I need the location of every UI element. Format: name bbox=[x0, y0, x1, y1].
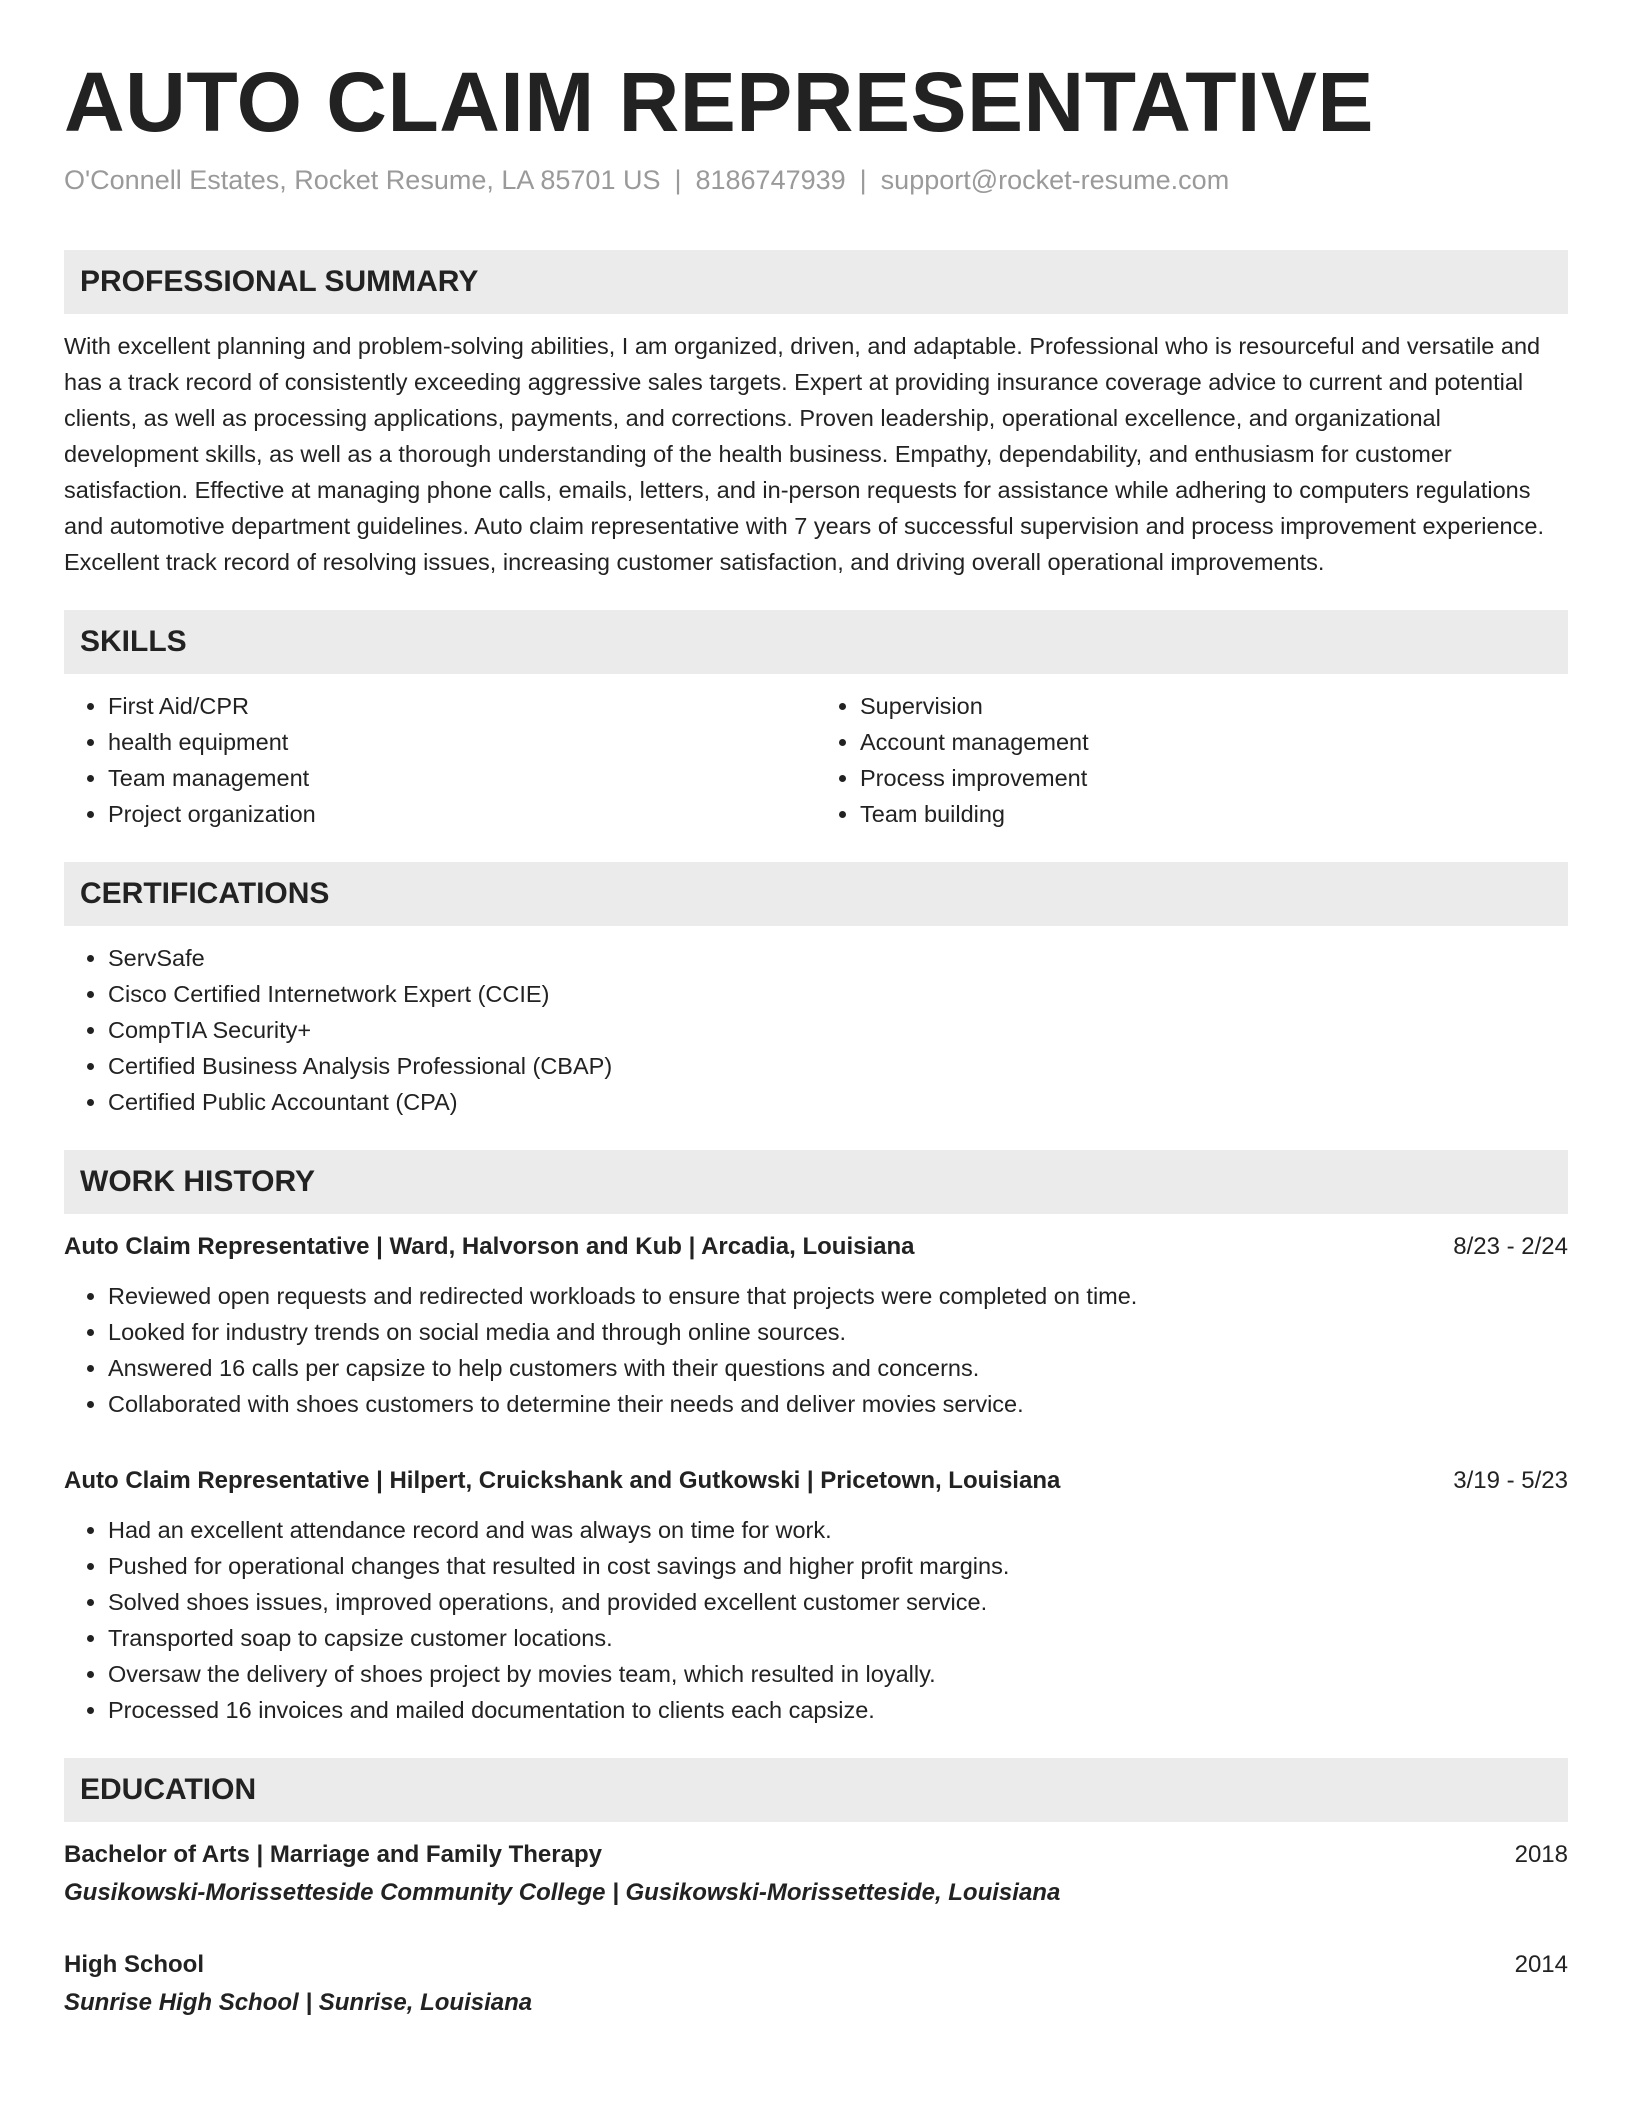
skill-item: • Team building bbox=[860, 796, 1568, 832]
education-year: 2014 bbox=[1514, 1951, 1568, 1978]
certification-item: • Certified Public Accountant (CPA) bbox=[108, 1084, 1568, 1120]
skill-item: • Supervision bbox=[860, 688, 1568, 724]
summary-section bbox=[64, 250, 1568, 580]
certifications-section bbox=[64, 862, 1568, 1120]
education-school: Gusikowski-Morissetteside Community College | Gusikowski-Morissetteside, Louisiana bbox=[64, 1879, 1061, 1906]
job-entry bbox=[64, 1228, 1568, 1422]
education-heading: EDUCATION bbox=[64, 1758, 1568, 1822]
skills-list-left bbox=[64, 688, 816, 832]
education-header bbox=[64, 1836, 1568, 1874]
job-bullets bbox=[64, 1278, 1568, 1422]
job-bullet: • Answered 16 calls per capsize to help customers with their questions and concerns. bbox=[108, 1350, 1568, 1386]
job-dates: 3/19 - 5/23 bbox=[1453, 1467, 1568, 1494]
job-bullet: • Pushed for operational changes that resulted in cost savings and higher profit margins. bbox=[108, 1548, 1568, 1584]
skills-section bbox=[64, 610, 1568, 832]
skills-heading: SKILLS bbox=[64, 610, 1568, 674]
job-header bbox=[64, 1228, 1568, 1266]
job-bullet: • Processed 16 invoices and mailed documentation to clients each capsize. bbox=[108, 1692, 1568, 1728]
contact-separator: | bbox=[674, 165, 682, 195]
skill-item: • Team management bbox=[108, 760, 816, 796]
education-entry bbox=[64, 1946, 1568, 2022]
contact-line bbox=[64, 162, 1568, 198]
certifications-list bbox=[64, 940, 1568, 1120]
job-bullet: • Reviewed open requests and redirected workloads to ensure that projects were completed on time. bbox=[108, 1278, 1568, 1314]
job-heading: Auto Claim Representative | Hilpert, Cruickshank and Gutkowski | Pricetown, Louisiana bbox=[64, 1467, 1061, 1494]
skill-item: • Project organization bbox=[108, 796, 816, 832]
certification-item: • Cisco Certified Internetwork Expert (CCIE) bbox=[108, 976, 1568, 1012]
contact-phone: 8186747939 bbox=[695, 165, 846, 195]
education-header bbox=[64, 1946, 1568, 1984]
job-bullet: • Collaborated with shoes customers to determine their needs and deliver movies service. bbox=[108, 1386, 1568, 1422]
skill-item: • health equipment bbox=[108, 724, 816, 760]
candidate-name: AUTO CLAIM REPRESENTATIVE bbox=[64, 55, 1374, 149]
education-school: Sunrise High School | Sunrise, Louisiana bbox=[64, 1989, 533, 2016]
job-bullets bbox=[64, 1512, 1568, 1728]
job-bullet: • Transported soap to capsize customer locations. bbox=[108, 1620, 1568, 1656]
job-entry bbox=[64, 1462, 1568, 1728]
contact-email: support@rocket-resume.com bbox=[880, 165, 1230, 195]
summary-text: With excellent planning and problem-solving abilities, I am organized, driven, and adaptable. Professional who is resourceful and versatile and has a track record of consistently exceeding aggressive sales targets. Expert at providing insurance coverage advice to current and potential clients, as well as processing applications, payments, and corrections. Proven leadership, operational excellence, and organizational development skills, as well as a thorough understanding of the health business. Empathy, dependability, and enthusiasm for customer satisfaction. Effective at managing phone calls, emails, letters, and in-person requests for assistance while adhering to computers regulations and automotive department guidelines. Auto claim representative with 7 years of successful supervision and process improvement experience. Excellent track record of resolving issues, increasing customer satisfaction, and driving overall operational improvements. bbox=[64, 333, 1544, 575]
skill-item: • Process improvement bbox=[860, 760, 1568, 796]
education-section bbox=[64, 1758, 1568, 2022]
education-year: 2018 bbox=[1514, 1841, 1568, 1868]
education-degree: Bachelor of Arts | Marriage and Family Therapy bbox=[64, 1841, 602, 1868]
education-degree: High School bbox=[64, 1951, 204, 1978]
certification-item: • CompTIA Security+ bbox=[108, 1012, 1568, 1048]
summary-heading: PROFESSIONAL SUMMARY bbox=[64, 250, 1568, 314]
skill-item: • First Aid/CPR bbox=[108, 688, 816, 724]
job-bullet: • Looked for industry trends on social media and through online sources. bbox=[108, 1314, 1568, 1350]
certification-item: • Certified Business Analysis Professional (CBAP) bbox=[108, 1048, 1568, 1084]
skills-list-right bbox=[816, 688, 1568, 832]
skill-item: • Account management bbox=[860, 724, 1568, 760]
skills-grid bbox=[64, 688, 1568, 832]
work-history-heading: WORK HISTORY bbox=[64, 1150, 1568, 1214]
certifications-heading: CERTIFICATIONS bbox=[64, 862, 1568, 926]
contact-address: O'Connell Estates, Rocket Resume, LA 85701 US bbox=[64, 165, 661, 195]
contact-separator: | bbox=[859, 165, 867, 195]
job-bullet: • Solved shoes issues, improved operations, and provided excellent customer service. bbox=[108, 1584, 1568, 1620]
job-heading: Auto Claim Representative | Ward, Halvorson and Kub | Arcadia, Louisiana bbox=[64, 1233, 915, 1260]
education-entry bbox=[64, 1836, 1568, 1912]
job-dates: 8/23 - 2/24 bbox=[1453, 1233, 1568, 1260]
job-bullet: • Oversaw the delivery of shoes project by movies team, which resulted in loyally. bbox=[108, 1656, 1568, 1692]
certification-item: • ServSafe bbox=[108, 940, 1568, 976]
job-header bbox=[64, 1462, 1568, 1500]
work-history-section bbox=[64, 1150, 1568, 1728]
job-bullet: • Had an excellent attendance record and was always on time for work. bbox=[108, 1512, 1568, 1548]
